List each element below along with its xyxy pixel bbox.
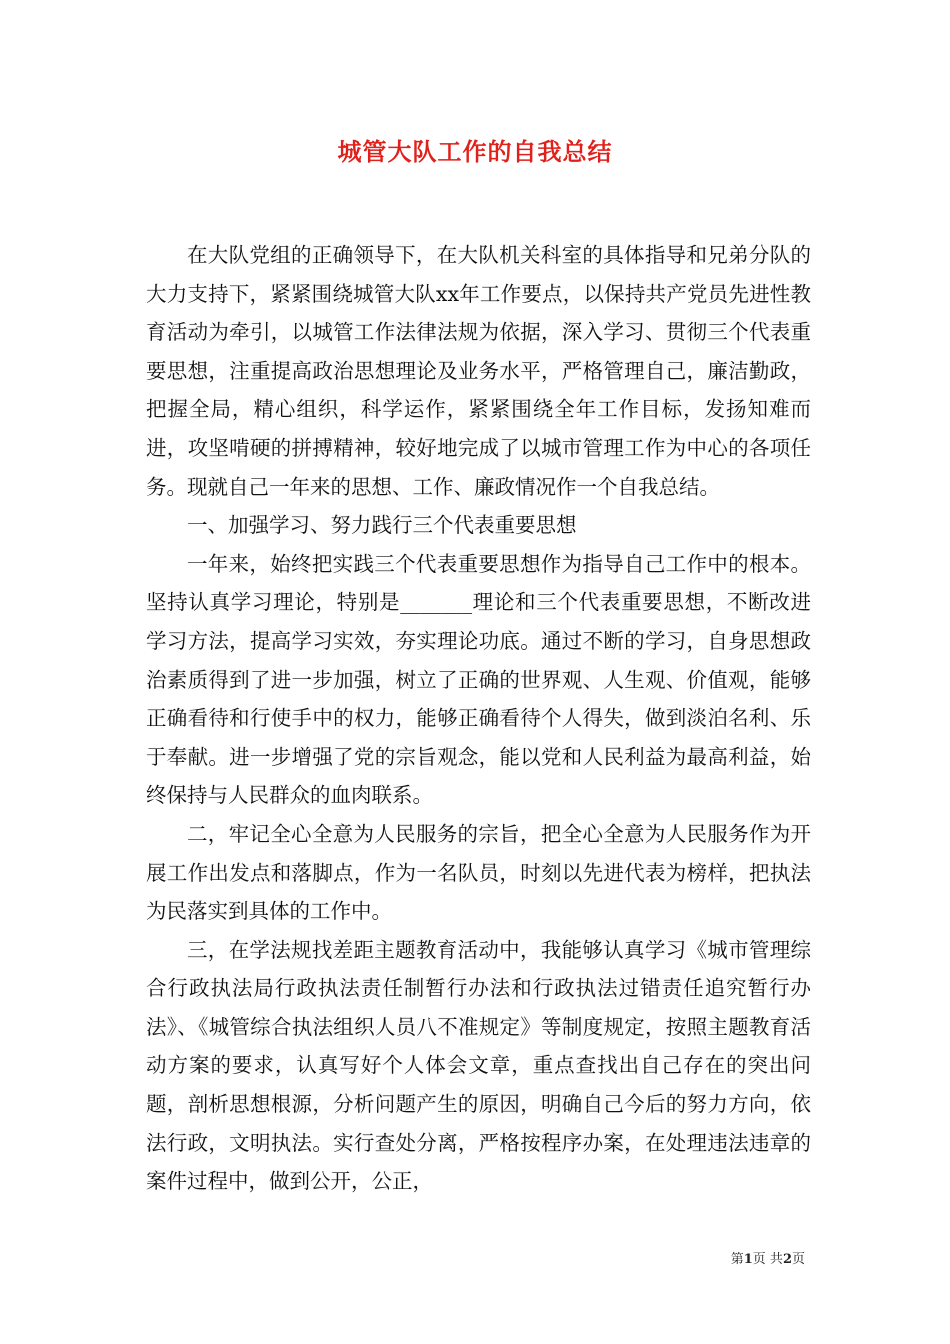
document-body bbox=[146, 236, 811, 1201]
footer-middle: 页 共 bbox=[752, 1252, 783, 1267]
footer-suffix: 页 bbox=[791, 1252, 805, 1267]
footer-current-page: 1 bbox=[743, 1252, 753, 1267]
paragraph-intro: 在大队党组的正确领导下，在大队机关科室的具体指导和兄弟分队的大力支持下，紧紧围绕城管大队xx年工作要点，以保持共产党员先进性教育活动为牵引，以城管工作法律法规为依据，深入学习、贯彻三个代表重要思想，注重提高政治思想理论及业务水平，严格管理自己，廉洁勤政，把握全局，精心组织，科学运作，紧紧围绕全年工作目标，发扬知难而进，攻坚啃硬的拼搏精神，较好地完成了以城市管理工作为中心的各项任务。现就自己一年来的思想、工作、廉政情况作一个自我总结。 bbox=[146, 243, 811, 499]
paragraph-section-two: 二，牢记全心全意为人民服务的宗旨，把全心全意为人民服务作为开展工作出发点和落脚点，作为一名队员，时刻以先进代表为榜样，把执法为民落实到具体的工作中。 bbox=[146, 821, 811, 924]
paragraph-section-three: 三，在学法规找差距主题教育活动中，我能够认真学习《城市管理综合行政执法局行政执法责任制暂行办法和行政执法过错责任追究暂行办法》、《城管综合执法组织人员八不准规定》等制度规定，按照主题教育活动方案的要求，认真写好个人体会文章，重点查找出自己存在的突出问题，剖析思想根源，分析问题产生的原因，明确自己今后的努力方向，依法行政，文明执法。实行查处分离，严格按程序办案，在处理违法违章的案件过程中，做到公开，公正， bbox=[146, 937, 811, 1194]
page-number-footer bbox=[731, 1248, 805, 1267]
paragraph-heading-one: 一、加强学习、努力践行三个代表重要思想 bbox=[187, 513, 577, 538]
document-title: 城管大队工作的自我总结 bbox=[337, 137, 613, 166]
paragraph-section-one: 一年来，始终把实践三个代表重要思想作为指导自己工作中的根本。坚持认真学习理论，特别是_______理论和三个代表重要思想，不断改进学习方法，提高学习实效，夯实理论功底。通过不断的学习，自身思想政治素质得到了进一步加强，树立了正确的世界观、人生观、价值观，能够正确看待和行使手中的权力，能够正确看待个人得失，做到淡泊名利、乐于奉献。进一步增强了党的宗旨观念，能以党和人民利益为最高利益，始终保持与人民群众的血肉联系。 bbox=[146, 551, 811, 808]
footer-prefix: 第 bbox=[730, 1252, 744, 1267]
footer-total-pages: 2 bbox=[782, 1252, 792, 1267]
